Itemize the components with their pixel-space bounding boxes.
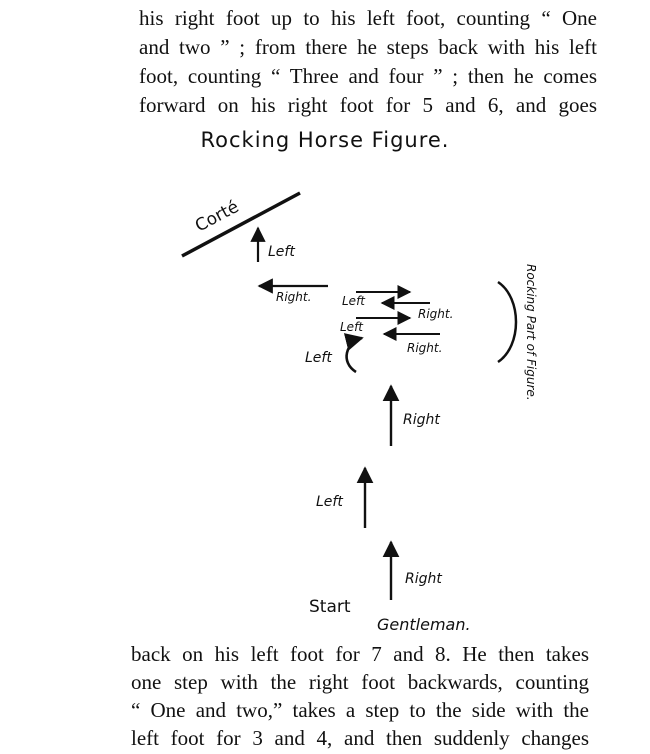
label-final-left: Left bbox=[268, 244, 295, 260]
turn-arrow bbox=[347, 338, 362, 372]
text-line: foot, counting “ Three and four ” ; then he comes bbox=[139, 64, 597, 88]
label-step1-right: Right bbox=[405, 571, 442, 587]
label-rock-right-2: Right. bbox=[418, 307, 454, 321]
label-step2-left: Left bbox=[316, 494, 343, 510]
figure-title: Rocking Horse Figure. bbox=[200, 128, 450, 152]
rocking-bracket bbox=[498, 282, 516, 362]
text-line: his right foot up to his left foot, counting “ One bbox=[139, 6, 597, 30]
text-line: and two ” ; from there he steps back with his left bbox=[139, 35, 597, 59]
label-turn-left: Left bbox=[305, 350, 332, 366]
text-line: one step with the right foot backwards, counting bbox=[131, 670, 589, 694]
label-rock-left-1: Left bbox=[340, 320, 363, 334]
text-line: left foot for 3 and 4, and then suddenly changes bbox=[131, 726, 589, 750]
text-line: “ One and two,” takes a step to the side with the bbox=[131, 698, 589, 722]
label-step3-right: Right bbox=[403, 412, 440, 428]
corte-label: Corté bbox=[191, 196, 243, 237]
label-rock-left-2: Left bbox=[342, 294, 365, 308]
text-line: back on his left foot for 7 and 8. He then takes bbox=[131, 642, 589, 666]
paragraph-bottom bbox=[131, 640, 589, 752]
label-rock-right-1: Right. bbox=[407, 341, 443, 355]
label-back-right: Right. bbox=[276, 290, 312, 304]
start-label: Start bbox=[309, 597, 351, 617]
rocking-note: Rocking Part of Figure. bbox=[524, 264, 538, 401]
text-line: forward on his right foot for 5 and 6, and goes bbox=[139, 93, 597, 117]
gentleman-label: Gentleman. bbox=[377, 615, 471, 634]
